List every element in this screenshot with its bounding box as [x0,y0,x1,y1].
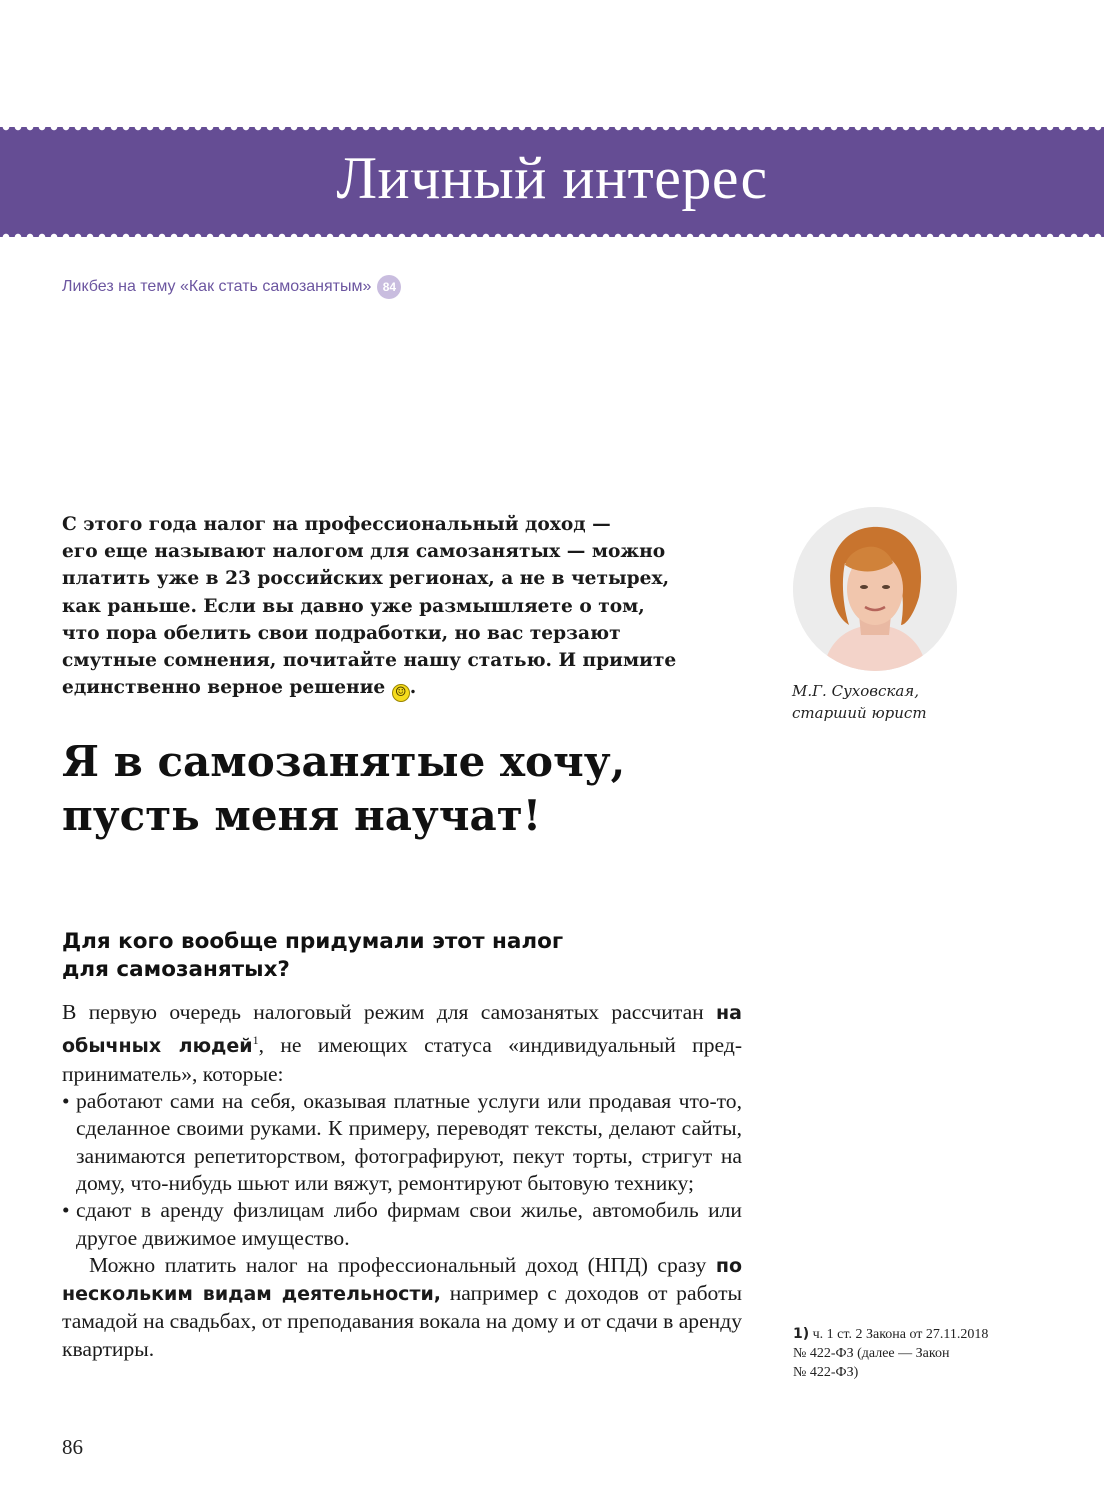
lead-line: платить уже в 23 российских регионах, а не в четырех, [62,568,670,590]
footnote [793,1325,1033,1382]
footnote-line: № 422-ФЗ (далее — Закон [793,1346,950,1361]
article-body [62,999,742,1363]
lead-line: С этого года налог на профессиональный доход — [62,514,611,535]
lead-line: что пора обелить свои подработки, но вас терзают [62,622,621,644]
footnote-line: № 422-ФЗ) [793,1365,859,1380]
section-subheading [62,928,622,984]
related-article-text: Ликбез на тему «Как стать самозанятым» [62,278,372,295]
body-text: Можно платить налог на профессиональный доход (НПД) сразу [89,1252,707,1277]
author-caption [792,680,927,724]
author-name: М.Г. Суховская, [792,682,919,700]
subheading-line: для самозанятых? [62,957,290,982]
body-emphasis: на обычных людей [62,1002,742,1058]
lead-punct: . [409,677,417,699]
body-emphasis: по нескольким видам деятельности, [62,1254,742,1306]
list-item: • сдают в аренду физлицам либо фирмам свои жилье, автомобиль или другое движимое имущество. [62,1197,742,1252]
author-photo [793,507,957,671]
footnote-ref[interactable]: 1 [252,1033,259,1048]
smiley-icon: ☺ [392,684,410,702]
body-text: , не имеющих статуса «индивидуальный предприниматель», которые: [62,1033,743,1086]
lead-line: как раньше. Если вы давно уже размышляете о том, [62,595,645,617]
page-reference-badge: 84 [377,275,401,299]
page-number: 86 [62,1435,83,1459]
related-article-link[interactable] [62,275,401,299]
lead-paragraph [62,511,762,702]
list-item: • работают сами на себя, оказывая платные услуги или продавая что-то, сделанное своими руками. К примеру, переводят тексты, делают сайты, занимаются репетиторством, фотографируют, пекут торты, стригут на дому, что-нибудь шьют или вяжут, ремонтируют бытовую технику; [62,1088,742,1197]
lead-line: его еще называют налогом для самозанятых — можно [62,541,666,563]
body-paragraph [62,1252,742,1363]
headline-line: пусть меня научат! [62,791,542,840]
lead-line: смутные сомнения, почитайте нашу статью. И примите [62,650,677,672]
subheading-line: Для кого вообще придумали этот налог [62,929,564,954]
headline-line: Я в самозанятые хочу, [62,737,626,786]
body-text: В первую очередь налоговый режим для самозанятых рассчитан [62,1000,704,1024]
section-title: Личный интерес [336,145,768,211]
bullet-list [62,1088,742,1252]
footnote-marker: 1) [793,1326,810,1342]
body-text: например с доходов от работы тамадой на свадьбах, от преподавания вокала на дому и от сдачи в аренду квартиры. [62,1281,743,1361]
section-banner [0,127,1104,237]
footnote-line: ч. 1 ст. 2 Закона от 27.11.2018 [812,1327,989,1342]
lead-line: единственно верное решение [62,677,386,699]
body-paragraph [62,999,742,1088]
author-role: старший юрист [792,704,927,722]
article-headline [62,735,625,843]
